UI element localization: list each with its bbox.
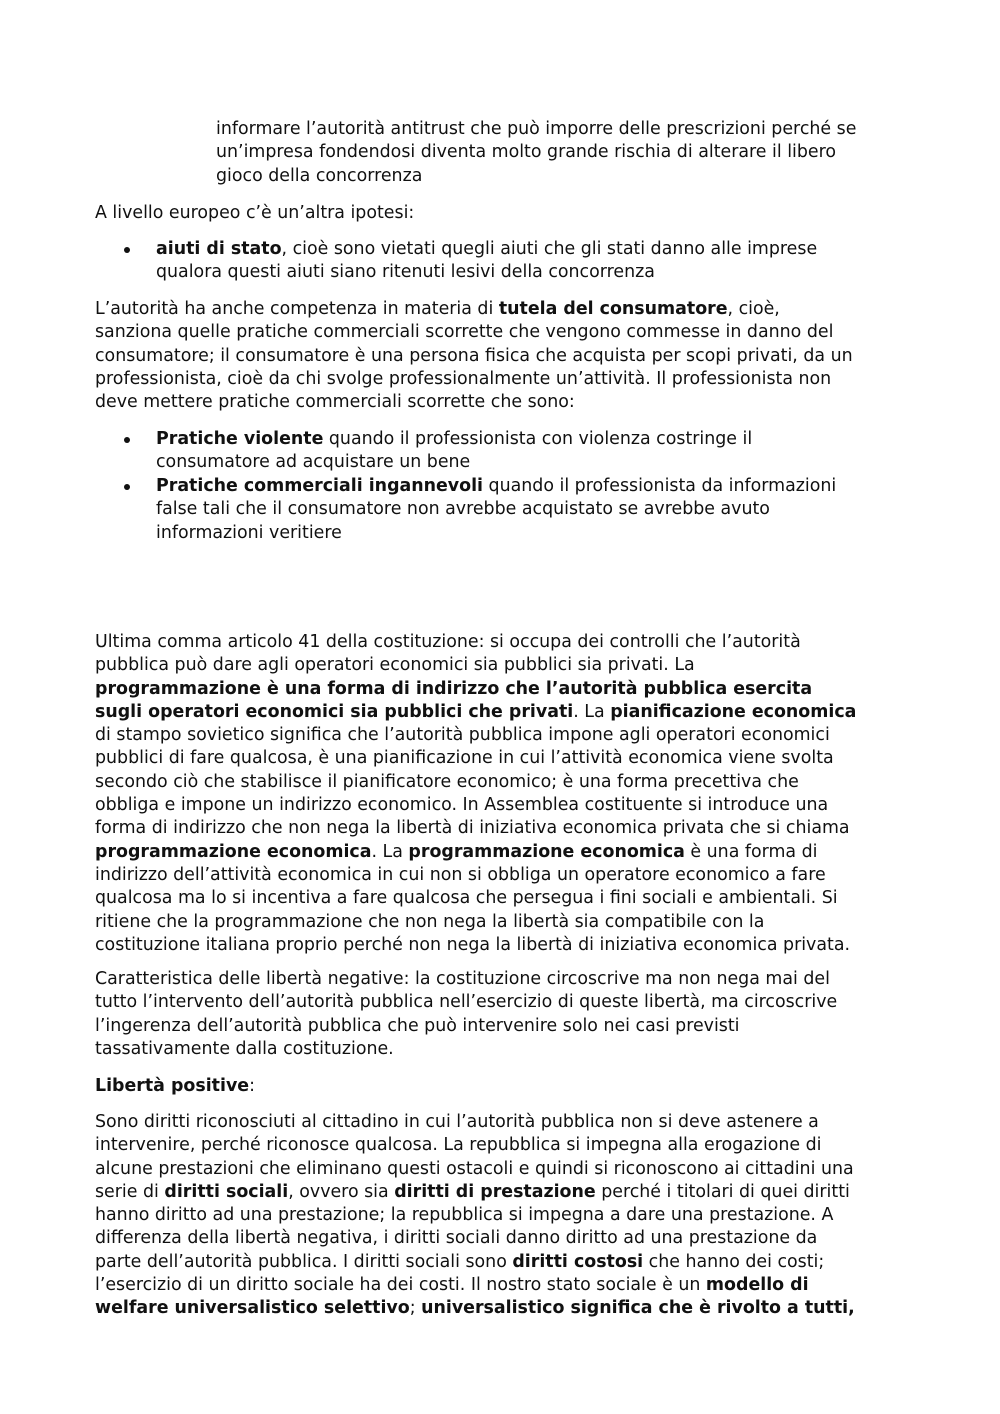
text-line: alcune prestazioni che eliminano questi ostacoli e quindi si riconoscono ai cittadini una [95,1158,854,1179]
text-line: pubblici di fare qualcosa, è una pianificazione in cui l’attività economica viene svolta [95,748,834,769]
bold-term: pianificazione economica [610,701,857,722]
text-line: secondo ciò che stabilisce il pianificatore economico; è una forma precettiva che [95,771,799,792]
text-line: pubblica può dare agli operatori economici sia pubblici sia privati. La [95,655,695,676]
bold-term: diritti costosi [512,1251,644,1272]
text-line: consumatore; il consumatore è una persona fisica che acquista per scopi privati, da un [95,345,853,366]
text-line: costituzione italiana proprio perché non nega la libertà di iniziativa economica privata. [95,934,850,955]
text-line: indirizzo dell’attività economica in cui non si obbliga un operatore economico a fare [95,864,826,885]
text-line: Ultima comma articolo 41 della costituzione: si occupa dei controlli che l’autorità [95,632,801,652]
bold-term: programmazione economica [95,841,372,862]
text-run: L’autorità ha anche competenza in materia di [95,299,499,319]
text-run: , cioè sono vietati quegli aiuti che gli stati danno alle imprese [281,239,818,259]
bullet-dot-icon [124,429,136,452]
text-line: consumatore ad acquistare un bene [156,452,471,473]
bold-term: welfare universalistico selettivo [95,1298,410,1319]
text-line: di stampo sovietico significa che l’autorità pubblica impone agli operatori economici [95,725,830,746]
text-run: , ovvero sia [288,1181,395,1202]
text-line: qualcosa ma lo si incentiva a fare qualcosa che persegua i fini sociali e ambientali. Si [95,888,838,909]
bold-term: universalistico significa che è rivolto a tutti, [421,1298,855,1319]
text-line: forma di indirizzo che non nega la libertà di iniziativa economica privata che si chiama [95,818,850,839]
text-line: informazioni veritiere [156,522,342,543]
text-line [95,1297,855,1320]
text-line: obbliga e impone un indirizzo economico. In Assemblea costituente si introduce una [95,795,829,816]
text-line: hanno diritto ad una prestazione; la repubblica si impegna a dare una prestazione. A [95,1205,834,1226]
bold-term: diritti sociali [164,1181,289,1202]
text-run: quando il professionista con violenza costringe il [323,429,753,449]
text-run: l’esercizio di un diritto sociale ha dei costi. Il nostro stato sociale è un [95,1275,706,1296]
text-line [95,841,856,864]
text-run: , cioè, [727,299,780,319]
text-line: l’ingerenza dell’autorità pubblica che può intervenire solo nei casi previsti [95,1015,740,1036]
text-line: A livello europeo c’è un’altra ipotesi: [95,203,415,223]
text-line [156,475,836,498]
bullet-dot-icon [124,239,136,262]
bold-term: Pratiche violente [156,429,324,449]
bold-term: Libertà positive [95,1076,250,1096]
text-line [95,1181,855,1204]
text-run: che hanno dei costi; [643,1251,825,1272]
tutela-paragraph [95,298,853,414]
list-item-pratiche-violente [156,428,752,475]
bold-term: sugli operatori economici sia pubblici che privati [95,701,574,722]
text-line [156,428,752,451]
bold-term: diritti di prestazione [394,1181,596,1202]
text-run: ; [409,1298,422,1319]
text-line: Sono diritti riconosciuti al cittadino in cui l’autorità pubblica non si deve astenere a [95,1112,819,1132]
bold-term: aiuti di stato [156,239,282,259]
text-run: perché i titolari di quei diritti [595,1181,850,1202]
bold-term: Pratiche commerciali ingannevoli [156,476,484,496]
text-run: parte dell’autorità pubblica. I diritti sociali sono [95,1251,513,1272]
text-run: quando il professionista da informazioni [483,476,837,496]
bullet-dot-icon [124,476,136,499]
liberta-positive-heading [95,1075,255,1098]
text-line: deve mettere pratiche commerciali scorrette che sono: [95,392,575,413]
text-line: tutto l’intervento dell’autorità pubblica nell’esercizio di queste libertà, ma circoscrive [95,992,838,1013]
text-line: Caratteristica delle libertà negative: la costituzione circoscrive ma non nega mai del [95,969,830,989]
text-run: : [249,1076,255,1096]
list-item-aiuti [156,238,817,285]
bold-term: tutela del consumatore [498,299,728,319]
text-line: intervenire, perché riconosce qualcosa. La repubblica si impegna alla erogazione di [95,1135,822,1156]
text-line: false tali che il consumatore non avrebbe acquistato se avrebbe avuto [156,499,770,520]
bold-term: modello di [705,1275,809,1296]
text-line [95,1274,855,1297]
articolo-41-paragraph [95,631,856,957]
text-line [156,238,817,261]
continued-list-item [216,118,856,188]
text-line: informare l’autorità antitrust che può imporre delle prescrizioni perché se [216,119,857,139]
text-run: . La [371,841,409,862]
text-run: serie di [95,1181,165,1202]
euro-intro-paragraph [95,202,414,225]
text-line: sanziona quelle pratiche commerciali scorrette che vengono commesse in danno del [95,322,834,343]
liberta-negative-paragraph [95,968,837,1061]
list-item-pratiche-ingannevoli [156,475,836,545]
bold-term: programmazione economica [408,841,685,862]
text-line [95,298,853,321]
text-line [95,701,856,724]
text-run: . La [573,701,611,722]
text-line: professionista, cioè da chi svolge professionalmente un’attività. Il professionista non [95,368,832,389]
text-line: qualora questi aiuti siano ritenuti lesivi della concorrenza [156,262,655,283]
text-line [95,678,856,701]
text-line: ritiene che la programmazione che non nega la libertà sia compatibile con la [95,911,765,932]
text-line [95,1251,855,1274]
liberta-positive-paragraph [95,1111,855,1321]
text-line: gioco della concorrenza [216,165,423,186]
text-line: differenza della libertà negativa, i diritti sociali danno diritto ad una prestazione da [95,1228,818,1249]
text-line [95,1075,255,1098]
text-run: è una forma di [684,841,818,862]
bold-term: programmazione è una forma di indirizzo che l’autorità pubblica esercita [95,678,813,699]
text-line: un’impresa fondendosi diventa molto grande rischia di alterare il libero [216,142,837,163]
text-line: tassativamente dalla costituzione. [95,1038,394,1059]
